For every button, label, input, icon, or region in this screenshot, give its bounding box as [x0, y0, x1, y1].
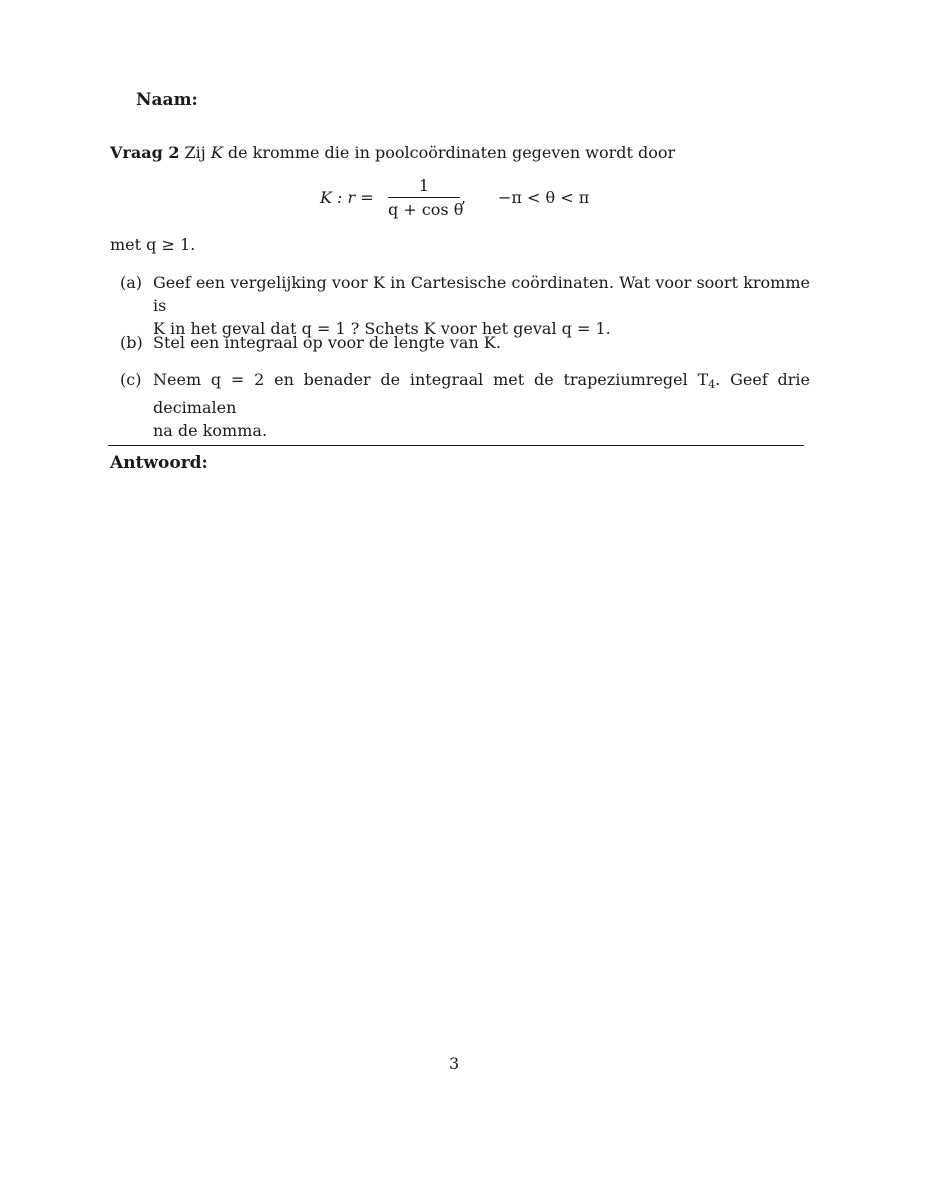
condition-text: met q ≥ 1. [110, 235, 196, 254]
intro-before: Zij [179, 143, 211, 162]
page-number: 3 [449, 1054, 460, 1073]
formula-range: −π < θ < π [498, 188, 590, 207]
part-a [120, 271, 810, 338]
part-a-line1: Geef een vergelijking voor K in Cartesische coördinaten. Wat voor soort kromme is [153, 273, 810, 315]
divider [108, 445, 804, 446]
part-text [153, 271, 810, 340]
formula-numerator: 1 [418, 176, 430, 195]
question-intro [110, 143, 675, 162]
part-c-line1: Neem q = 2 en benader de integraal met de trapeziumregel T [153, 370, 709, 389]
answer-label: Antwoord: [110, 453, 208, 473]
polar-formula [320, 176, 620, 224]
part-c-subscript: 4 [708, 378, 716, 391]
part-label: (c) [120, 370, 142, 389]
formula-comma: , [461, 188, 467, 207]
part-label: (a) [120, 273, 143, 292]
name-label: Naam: [136, 90, 198, 110]
intro-after: de kromme die in poolcoördinaten gegeven wordt door [222, 143, 676, 162]
formula-fraction [388, 176, 464, 221]
part-b [120, 331, 810, 354]
part-c [120, 368, 811, 440]
formula-denominator: q + cos θ [388, 200, 464, 219]
part-text: Stel een integraal op voor de lengte van K. [153, 333, 501, 352]
fraction-bar [388, 197, 460, 198]
question-label: Vraag 2 [110, 143, 180, 162]
part-c-line2: na de komma. [153, 421, 268, 440]
formula-lhs: K : r = [320, 188, 374, 207]
part-text [153, 368, 810, 442]
part-c-line1-end: . Geef drie decimalen [153, 370, 811, 417]
curve-symbol: K [210, 143, 223, 162]
part-a-line2: K in het geval dat q = 1 ? Schets K voor het geval q = 1. [153, 319, 611, 338]
part-label: (b) [120, 333, 143, 352]
